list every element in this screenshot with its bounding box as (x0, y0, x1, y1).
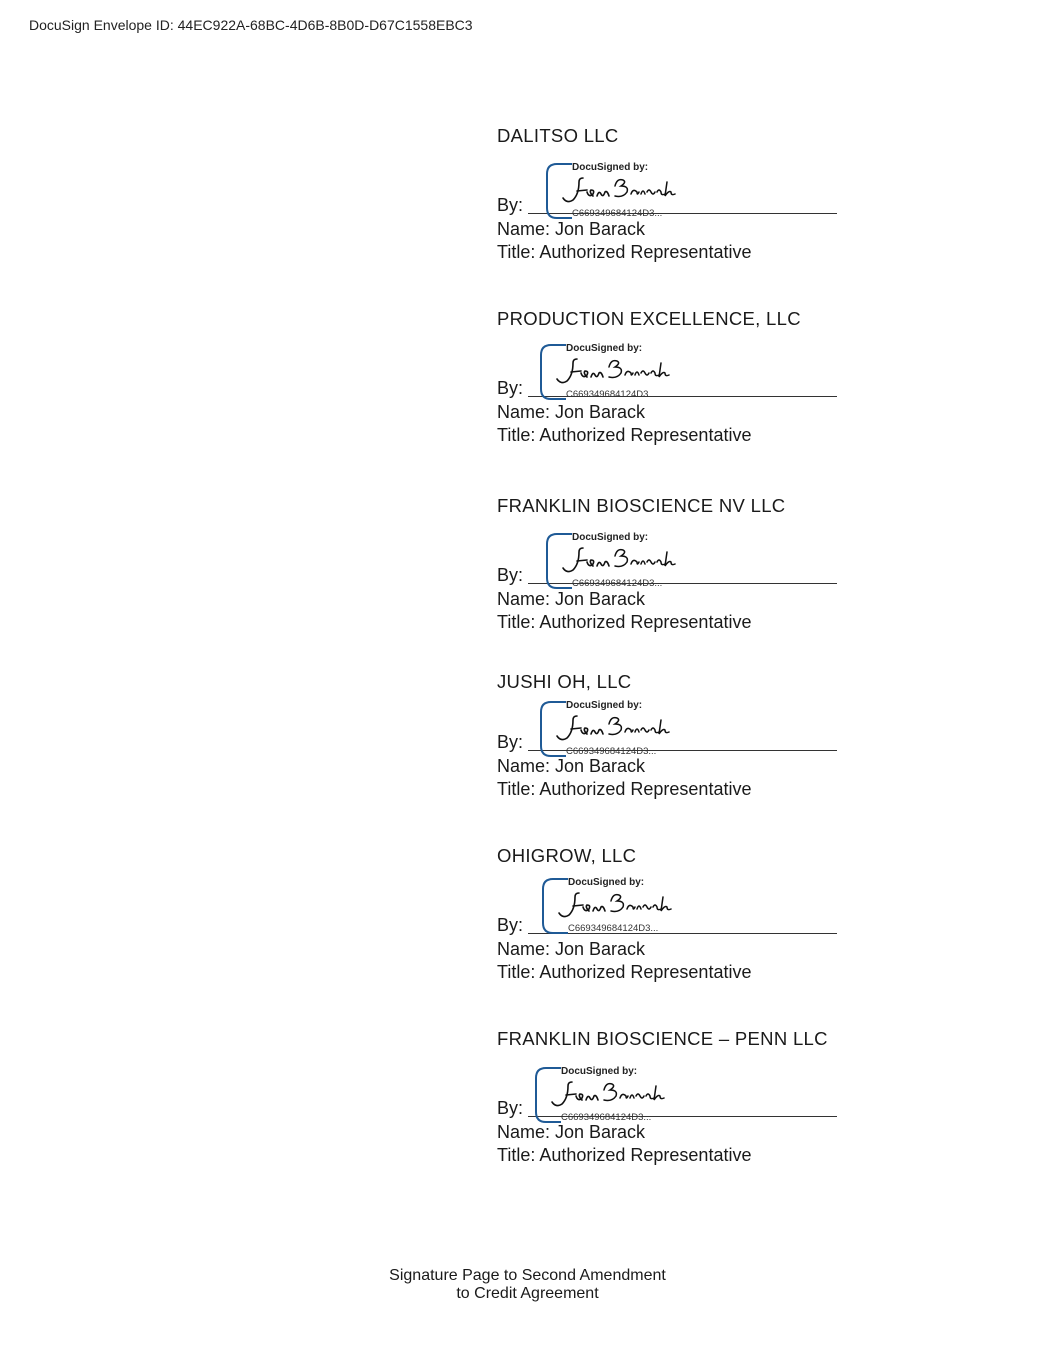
entity-name: FRANKLIN BIOSCIENCE NV LLC (497, 495, 786, 516)
page-footer (0, 1267, 1055, 1303)
handwritten-signature-icon (553, 174, 683, 208)
docusigned-by-label: DocuSigned by: (568, 877, 645, 888)
signature-block (497, 1028, 857, 1178)
signature-block (497, 125, 857, 275)
by-label: By: (497, 1098, 524, 1118)
signer-name: Name: Jon Barack (497, 1122, 646, 1142)
by-label: By: (497, 732, 524, 752)
by-label: By: (497, 915, 524, 935)
signature-block (497, 495, 857, 645)
signer-name: Name: Jon Barack (497, 402, 646, 422)
footer-line-2: to Credit Agreement (456, 1285, 599, 1302)
signer-id: C669349684124D3... (561, 1112, 652, 1123)
docusigned-by-label: DocuSigned by: (561, 1066, 638, 1077)
entity-name: JUSHI OH, LLC (497, 671, 632, 692)
handwritten-signature-icon (547, 355, 677, 389)
footer-line-1: Signature Page to Second Amendment (389, 1267, 666, 1284)
signer-title: Title: Authorized Representative (497, 1145, 752, 1165)
signer-title: Title: Authorized Representative (497, 612, 752, 632)
signer-id: C669349684124D3... (572, 578, 663, 589)
signer-id: C669349684124D3... (566, 746, 657, 757)
entity-name: FRANKLIN BIOSCIENCE – PENN LLC (497, 1028, 828, 1049)
signature-block (497, 845, 857, 995)
docusigned-by-label: DocuSigned by: (566, 700, 643, 711)
entity-name: OHIGROW, LLC (497, 845, 637, 866)
docusigned-by-label: DocuSigned by: (572, 162, 649, 173)
signer-title: Title: Authorized Representative (497, 425, 752, 445)
docusign-stamp[interactable] (545, 162, 745, 222)
signature-block (497, 308, 857, 458)
docusign-stamp[interactable] (541, 877, 741, 937)
by-label: By: (497, 565, 524, 585)
envelope-id: DocuSign Envelope ID: 44EC922A-68BC-4D6B-8B0D-D67C1558EBC3 (29, 17, 473, 33)
signer-name: Name: Jon Barack (497, 589, 646, 609)
docusign-stamp[interactable] (539, 343, 739, 403)
handwritten-signature-icon (549, 889, 679, 923)
signer-name: Name: Jon Barack (497, 756, 646, 776)
docusigned-by-label: DocuSigned by: (572, 532, 649, 543)
signer-name: Name: Jon Barack (497, 219, 646, 239)
signer-id: C669349684124D3... (568, 923, 659, 934)
handwritten-signature-icon (553, 544, 683, 578)
entity-name: PRODUCTION EXCELLENCE, LLC (497, 308, 801, 329)
signer-id: C669349684124D3... (572, 208, 663, 219)
handwritten-signature-icon (547, 712, 677, 746)
by-label: By: (497, 195, 524, 215)
signer-title: Title: Authorized Representative (497, 779, 752, 799)
signer-name: Name: Jon Barack (497, 939, 646, 959)
signer-id: C669349684124D3... (566, 389, 657, 400)
docusign-stamp[interactable] (539, 700, 739, 760)
docusign-stamp[interactable] (534, 1066, 734, 1126)
signature-block (497, 671, 857, 821)
handwritten-signature-icon (542, 1078, 672, 1112)
entity-name: DALITSO LLC (497, 125, 619, 146)
signer-title: Title: Authorized Representative (497, 242, 752, 262)
docusign-stamp[interactable] (545, 532, 745, 592)
docusigned-by-label: DocuSigned by: (566, 343, 643, 354)
by-label: By: (497, 378, 524, 398)
signer-title: Title: Authorized Representative (497, 962, 752, 982)
